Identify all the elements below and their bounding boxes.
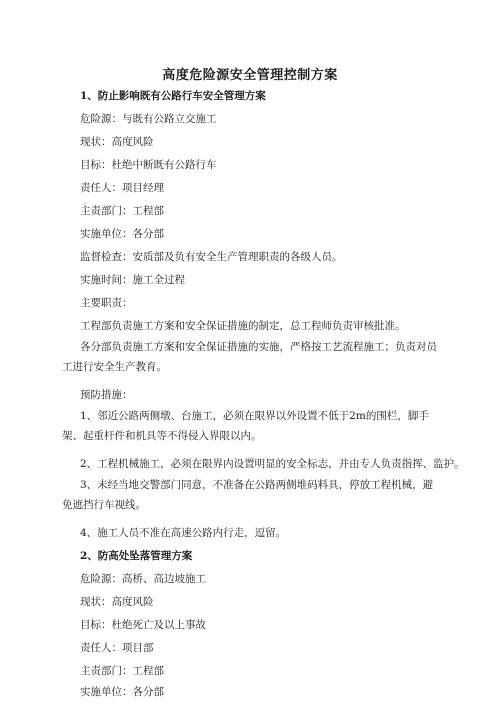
section1-duties-label: 主要职责：: [80, 297, 133, 309]
section1-hazard: 危险源：与既有公路立交施工: [80, 113, 217, 125]
section1-measures-label: 预防措施：: [80, 389, 133, 401]
section2-goal: 目标：杜绝死亡及以上事故: [80, 619, 206, 631]
section1-measure-2: 2、工程机械施工，必须在限界内设置明显的安全标志，并由专人负责指挥、监护。: [80, 458, 465, 470]
section1-responsible: 责任人：项目经理: [80, 182, 164, 194]
section2-hazard: 危险源：高桥、高边坡施工: [80, 573, 206, 585]
section1-supervision: 监督检查：安质部及负有安全生产管理职责的各级人员。: [80, 251, 343, 263]
section2-status: 现状：高度风险: [80, 596, 154, 608]
section1-duty-2: 各分部负责施工方案和安全保证措施的实施，严格按工艺流程施工；负责对员工进行安全生产教育。: [62, 341, 437, 373]
section1-measure-4: 4、施工人员不准在高速公路内行走，逗留。: [80, 527, 287, 539]
section1-measure-3: 3、未经当地交警部门同意，不准备在公路两侧堆码料具，停放工程机械，避免遮挡行车视线。: [62, 479, 434, 511]
section1-heading: 1、防止影响既有公路行车安全管理方案: [80, 90, 266, 102]
section1-dept: 主责部门：工程部: [80, 205, 164, 217]
section1-goal: 目标：杜绝中断既有公路行车: [80, 159, 217, 171]
section2-responsible: 责任人：项目部: [80, 642, 154, 654]
section2-heading: 2、防高处坠落管理方案: [80, 550, 193, 562]
section1-unit: 实施单位：各分部: [80, 228, 164, 240]
section1-measure-1: 1、邻近公路两侧墩、台施工，必须在限界以外设置不低于2m的围栏，脚手架、起重杆件和机具等不得侵入界限以内。: [62, 410, 429, 442]
section1-status: 现状：高度风险: [80, 136, 154, 148]
section1-time: 实施时间：施工全过程: [80, 274, 185, 286]
section1-duty-1: 工程部负责施工方案和安全保证措施的制定，总工程师负责审核批准。: [80, 320, 406, 332]
document-title: 高度危险源安全管理控制方案: [162, 68, 338, 83]
section2-unit: 实施单位：各分部: [80, 686, 164, 698]
section2-dept: 主责部门：工程部: [80, 665, 164, 677]
